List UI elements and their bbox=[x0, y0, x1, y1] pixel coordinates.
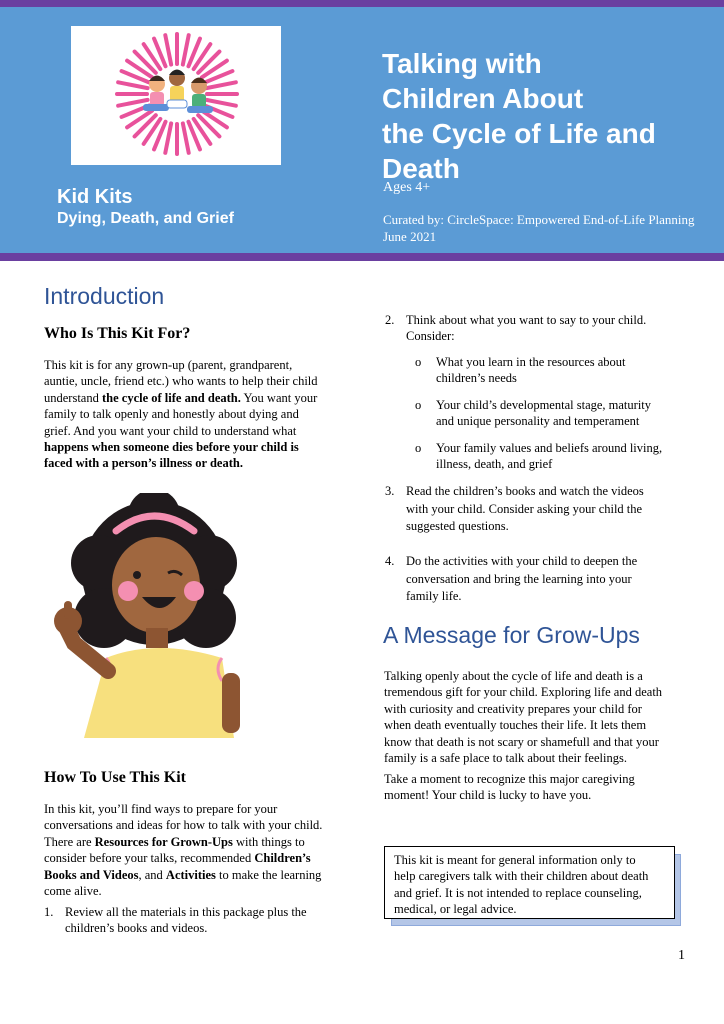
paragraph-line: with curiosity and creativity prepares your child for bbox=[384, 701, 642, 716]
title-line: Death bbox=[382, 153, 460, 184]
bold-text: the cycle of life and death. bbox=[101, 390, 241, 405]
publication-date: June 2021 bbox=[383, 229, 437, 244]
page-number: 1 bbox=[678, 948, 685, 963]
paragraph-line bbox=[44, 423, 341, 439]
how-to-use-heading: How To Use This Kit bbox=[44, 769, 186, 786]
paragraph-line: family is a safe place to talk about their feelings. bbox=[384, 751, 627, 766]
bullet-text-line: Your child’s developmental stage, maturity bbox=[436, 398, 652, 412]
paragraph-line: Talking openly about the cycle of life and death is a bbox=[384, 669, 643, 683]
step-text-line: Consider: bbox=[406, 329, 455, 344]
who-is-this-for-heading: Who Is This Kit For? bbox=[44, 325, 191, 342]
step-text-line: Read the children’s books and watch the videos bbox=[406, 484, 644, 498]
text-run: grief. And you want your child to understand what bbox=[44, 423, 297, 438]
text-run: You want your bbox=[240, 390, 318, 405]
paragraph-line: tremendous gift for your child. Exploring life and death bbox=[384, 685, 663, 700]
bottom-accent-stripe bbox=[0, 253, 724, 261]
age-range: Ages 4+ bbox=[383, 180, 431, 195]
text-run: consider before your talks, recommended bbox=[44, 851, 255, 866]
bullet-marker: o bbox=[415, 355, 422, 369]
bullet-marker: o bbox=[415, 398, 422, 412]
disclaimer-line: medical, or legal advice. bbox=[394, 902, 517, 917]
text-run: come alive. bbox=[44, 884, 102, 899]
text-run: with things to bbox=[232, 834, 305, 849]
paragraph-line bbox=[44, 373, 341, 389]
title-line: the Cycle of Life and bbox=[382, 118, 656, 149]
top-accent-stripe bbox=[0, 0, 724, 7]
paragraph-line bbox=[44, 801, 341, 817]
bold-text: Books and Videos bbox=[44, 867, 139, 882]
paragraph-line bbox=[44, 357, 341, 373]
bullet-text-line: illness, death, and grief bbox=[436, 457, 553, 472]
curator-credit: Curated by: CircleSpace: Empowered End-of-Life Planning bbox=[383, 212, 695, 227]
text-run: understand bbox=[44, 390, 102, 405]
disclaimer-box bbox=[384, 846, 675, 919]
step-number: 3. bbox=[385, 484, 395, 498]
text-run: to make the learning bbox=[215, 867, 322, 882]
step-text-line: Review all the materials in this package plus the bbox=[65, 905, 307, 919]
bullet-text-line: What you learn in the resources about bbox=[436, 355, 626, 369]
step-text-line: Do the activities with your child to deepen the bbox=[406, 554, 638, 568]
paragraph-line bbox=[44, 834, 341, 850]
paragraph-line: know that death is not scary or shamefull and that your bbox=[384, 734, 659, 749]
bold-text: happens when someone dies before your child is bbox=[44, 440, 299, 455]
step-text-line: suggested questions. bbox=[406, 519, 509, 533]
disclaimer-line: and grief. It is not intended to replace counseling, bbox=[394, 885, 642, 900]
text-run: auntie, uncle, friend etc.) who wants to help their child bbox=[44, 374, 318, 389]
bold-text: Resources for Grown-Ups bbox=[94, 834, 233, 849]
paragraph-line: moment! Your child is lucky to have you. bbox=[384, 788, 592, 803]
kid-kits-logo bbox=[71, 26, 281, 165]
step-number: 4. bbox=[385, 554, 395, 568]
bold-text: Children’s bbox=[254, 851, 311, 866]
bullet-text-line: Your family values and beliefs around living, bbox=[436, 441, 663, 455]
paragraph-line bbox=[44, 390, 341, 406]
bold-text: Activities bbox=[165, 867, 216, 882]
bold-text: faced with a person’s illness or death. bbox=[44, 456, 243, 471]
paragraph-line bbox=[44, 850, 341, 866]
kit-subtitle: Dying, Death, and Grief bbox=[57, 210, 234, 227]
message-heading: A Message for Grow-Ups bbox=[383, 622, 640, 648]
paragraph-line: when death eventually touches their life. It lets them bbox=[384, 718, 647, 733]
text-run: In this kit, you’ll find ways to prepare for your bbox=[44, 802, 278, 816]
paragraph-line bbox=[44, 883, 341, 899]
step-text-line: children’s books and videos. bbox=[65, 921, 208, 936]
paragraph-line bbox=[44, 439, 341, 455]
paragraph-line bbox=[44, 406, 341, 422]
disclaimer-line: help caregivers talk with their children about death bbox=[394, 869, 649, 884]
message-paragraph bbox=[384, 668, 681, 766]
encouragement-paragraph bbox=[384, 771, 681, 804]
introduction-heading: Introduction bbox=[44, 283, 165, 309]
logo-children-sunburst-icon bbox=[71, 26, 281, 165]
step-number: 1. bbox=[44, 905, 54, 919]
step-text-line: with your child. Consider asking your child the bbox=[406, 501, 643, 516]
bullet-text-line: and unique personality and temperament bbox=[436, 414, 640, 429]
how-to-use-paragraph bbox=[44, 801, 341, 899]
text-run: There are bbox=[44, 834, 95, 849]
document-title bbox=[382, 46, 712, 186]
paragraph-line: Take a moment to recognize this major caregiving bbox=[384, 772, 635, 786]
text-run: family to talk openly and honestly about dying and bbox=[44, 407, 299, 422]
step-text-line: conversation and bring the learning into your bbox=[406, 571, 632, 586]
step-text-line: Think about what you want to say to your child. bbox=[406, 313, 647, 327]
paragraph-line bbox=[44, 455, 341, 471]
text-run: , and bbox=[138, 867, 166, 882]
text-run: This kit is for any grown-up (parent, grandparent, bbox=[44, 358, 293, 372]
text-run: conversations and ideas for how to talk with your child. bbox=[44, 818, 323, 833]
who-is-this-for-paragraph bbox=[44, 357, 341, 472]
title-line: Talking with bbox=[382, 48, 542, 79]
title-line: Children About bbox=[382, 83, 584, 114]
paragraph-line bbox=[44, 867, 341, 883]
girl-thumbs-up-illustration bbox=[44, 493, 254, 738]
bullet-marker: o bbox=[415, 441, 422, 455]
bullet-text-line: children’s needs bbox=[436, 371, 517, 386]
disclaimer-line: This kit is meant for general information only to bbox=[394, 853, 636, 867]
step-number: 2. bbox=[385, 313, 395, 327]
step-text-line: family life. bbox=[406, 589, 462, 603]
kit-series-title: Kid Kits bbox=[57, 186, 133, 208]
paragraph-line bbox=[44, 817, 341, 833]
